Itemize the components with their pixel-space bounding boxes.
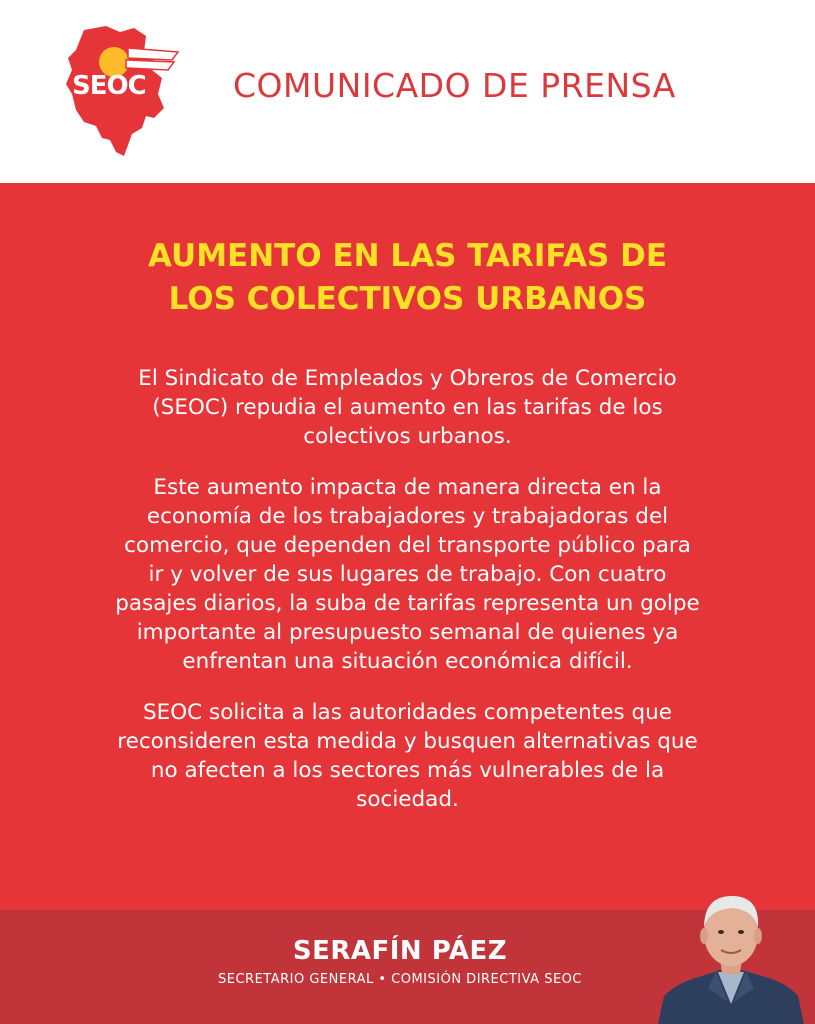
portrait-icon [658,884,804,1024]
paragraph-line: Este aumento impacta de manera directa en la [153,475,662,500]
content-panel [0,183,815,910]
paragraph-line: colectivos urbanos. [303,424,512,449]
paragraph-line: pasajes diarios, la suba de tarifas representa un golpe [115,591,700,616]
headline-line: AUMENTO EN LAS TARIFAS DE [147,238,668,274]
paragraph-line: El Sindicato de Empleados y Obreros de Comercio [138,366,677,391]
signer-name: SERAFÍN PÁEZ [292,936,508,966]
seoc-logo [62,22,184,160]
paragraph-3 [40,698,775,814]
paragraph-1 [40,364,775,451]
page-title: COMUNICADO DE PRENSA [233,66,676,105]
paragraph-line: economía de los trabajadores y trabajadoras del [146,504,669,529]
paragraph-line: ir y volver de sus lugares de trabajo. Con cuatro [148,562,667,587]
header [0,0,815,183]
paragraph-line: reconsideren esta medida y busquen alternativas que [117,729,698,754]
press-release-body [40,364,775,836]
paragraph-line: no afecten a los sectores más vulnerables de la [150,758,665,783]
paragraph-line: (SEOC) repudia el aumento en las tarifas de los [152,395,663,420]
signer-role: SECRETARIO GENERAL • COMISIÓN DIRECTIVA SEOC [218,972,582,987]
paragraph-line: enfrentan una situación económica difícil. [182,649,633,674]
headline-line: LOS COLECTIVOS URBANOS [168,281,647,317]
logo-text: SEOC [72,71,146,101]
paragraph-line: SEOC solicita a las autoridades competentes que [143,700,672,725]
paragraph-line: comercio, que dependen del transporte público para [124,533,691,558]
paragraph-line: importante al presupuesto semanal de quienes ya [136,620,679,645]
portrait-photo [658,884,804,1024]
paragraph-2 [40,473,775,676]
paragraph-line: sociedad. [356,787,459,812]
headline [40,235,775,321]
